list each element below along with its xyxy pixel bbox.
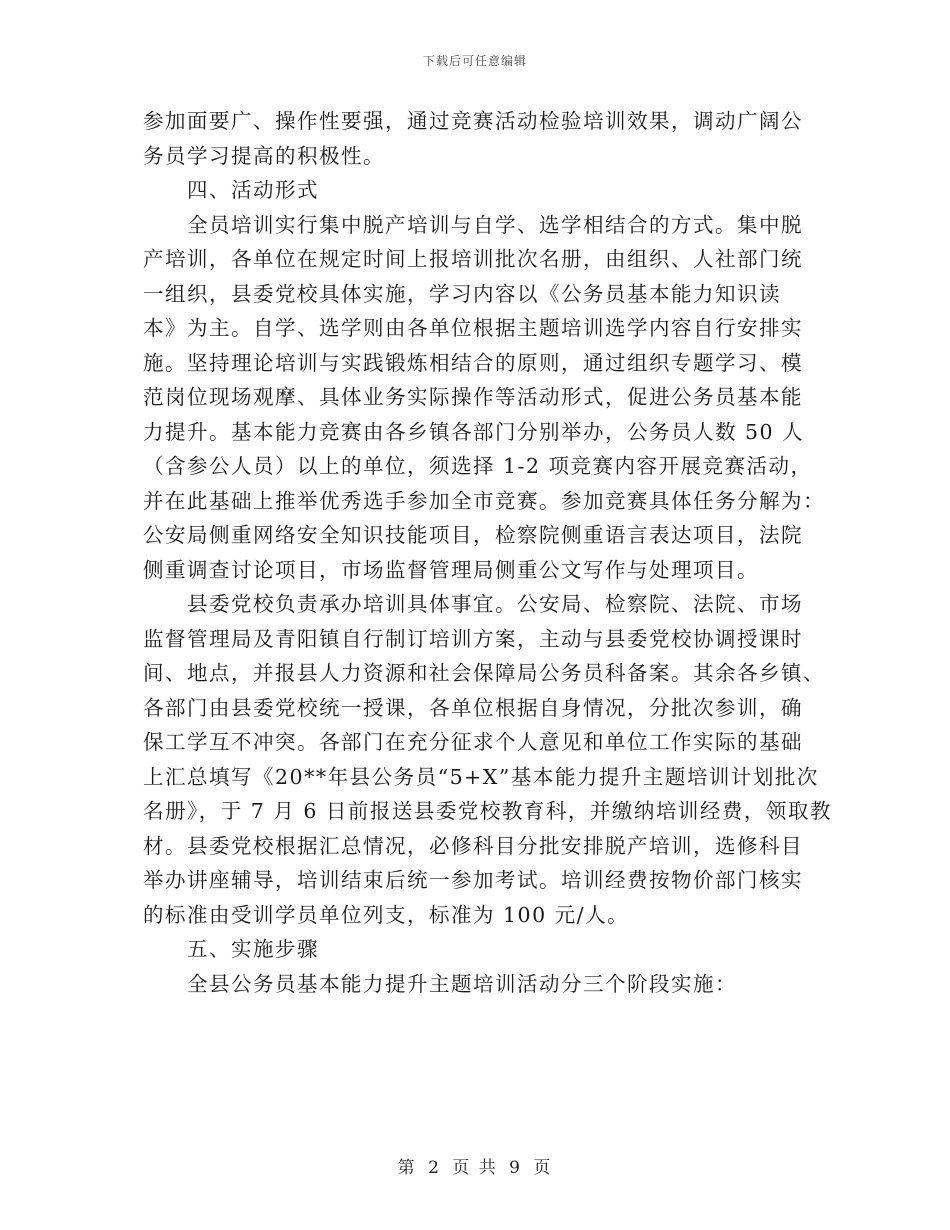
current-page-number: 2 [428, 1158, 441, 1178]
text-line: 范岗位现场观摩、具体业务实际操作等活动形式，促进公务员基本能 [143, 385, 803, 409]
text-line: 务员学习提高的积极性。 [143, 143, 385, 168]
text-line: 一组织，县委党校具体实施，学习内容以《公务员基本能力知识读 [143, 281, 781, 306]
footer-suffix: 页 [533, 1158, 553, 1178]
heading-text: 四、活动形式 [187, 178, 319, 202]
total-page-count: 9 [509, 1158, 522, 1178]
paragraph-1 [143, 104, 813, 173]
text-line: 的标准由受训学员单位列支，标准为 100 元/人。 [143, 902, 630, 927]
text-line: 全员培训实行集中脱产培训与自学、选学相结合的方式。集中脱 [187, 212, 803, 237]
heading-text: 五、实施步骤 [187, 937, 319, 961]
section-heading-implementation-steps [143, 932, 813, 967]
paragraph-training-format [143, 208, 825, 588]
text-line: 本》为主。自学、选学则由各单位根据主题培训选学内容自行安排实 [143, 316, 803, 340]
page-footer [0, 1153, 950, 1178]
text-line: 参加面要广、操作性要强，通过竞赛活动检验培训效果，调动广阔公 [143, 109, 803, 133]
text-line: 材。县委党校根据汇总情况，必修科目分批安排脱产培训，选修科目 [143, 833, 803, 858]
paragraph-party-school [143, 587, 832, 932]
footer-prefix: 第 [397, 1158, 417, 1178]
text-line: 名册》，于 7 月 6 日前报送县委党校教育科，并缴纳培训经费，领取教 [143, 799, 832, 823]
text-line: 保工学互不冲突。各部门在充分征求个人意见和单位工作实际的基础 [143, 730, 803, 754]
text-line: 全县公务员基本能力提升主题培训活动分三个阶段实施： [187, 971, 737, 996]
text-line: （含参公人员）以上的单位，须选择 1-2 项竞赛内容开展竞赛活动， [143, 454, 813, 478]
text-line: 间、地点，并报县人力资源和社会保障局公务员科备案。其余各乡镇、 [143, 661, 825, 685]
text-line: 县委党校负责承办培训具体事宜。公安局、检察院、法院、市场 [187, 592, 803, 616]
text-line: 上汇总填写《20**年县公务员“5+X”基本能力提升主题培训计划批次 [143, 764, 819, 789]
document-body [143, 104, 832, 1001]
text-line: 并在此基础上推举优秀选手参加全市竞赛。参加竞赛具体任务分解为： [143, 488, 825, 513]
text-line: 产培训，各单位在规定时间上报培训批次名册，由组织、人社部门统 [143, 247, 803, 271]
page-header: 下载后可任意编辑 [422, 54, 527, 68]
paragraph-three-stages [143, 967, 813, 1002]
text-line: 举办讲座辅导，培训结束后统一参加考试。培训经费按物价部门核实 [143, 868, 803, 892]
footer-middle: 页 共 [452, 1158, 498, 1178]
text-line: 各部门由县委党校统一授课，各单位根据自身情况，分批次参训，确 [143, 695, 803, 720]
text-line: 侧重调查讨论项目，市场监督管理局侧重公文写作与处理项目。 [143, 557, 759, 582]
section-heading-activity-form [143, 173, 813, 208]
text-line: 监督管理局及青阳镇自行制订培训方案，主动与县委党校协调授课时 [143, 626, 803, 651]
text-line: 公安局侧重网络安全知识技能项目，检察院侧重语言表达项目，法院 [143, 523, 803, 547]
text-line: 施。坚持理论培训与实践锻炼相结合的原则，通过组织专题学习、模 [143, 350, 803, 375]
text-line: 力提升。基本能力竞赛由各乡镇各部门分别举办，公务员人数 50 人 [143, 419, 805, 444]
